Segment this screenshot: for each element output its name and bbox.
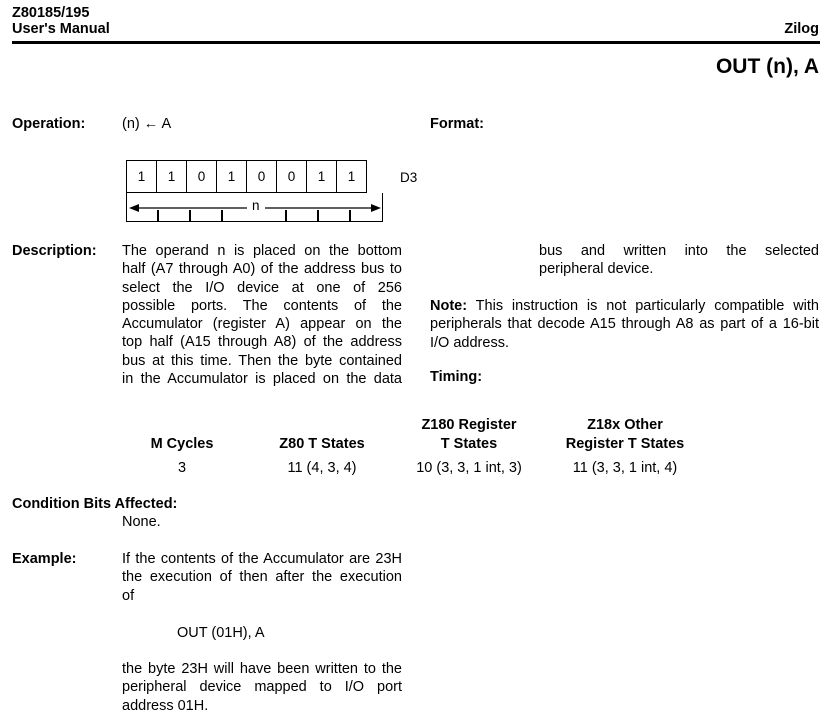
note-line: I/O address.: [430, 334, 509, 351]
example-text-2: [122, 660, 402, 715]
opcode-bit: 1: [337, 161, 367, 193]
description-line: The operand n is placed on the bottom: [122, 243, 402, 259]
description-line: half (A7 through A0) of the address bus to: [122, 261, 402, 278]
example-code: OUT (01H), A: [177, 625, 265, 641]
timing-header-line: [262, 416, 382, 435]
operand-label: n: [252, 198, 260, 213]
example-text-1: [122, 550, 402, 605]
timing-value-m-cycles: 3: [177, 460, 187, 476]
opcode-hex: D3: [400, 170, 418, 185]
timing-header-line: Z18x Other: [587, 417, 663, 433]
description-line: select the I/O device at one of 256: [122, 279, 402, 296]
operand-row: [126, 193, 383, 222]
example-label: Example:: [12, 551, 77, 567]
example-line: of: [122, 587, 135, 604]
opcode-bit: 1: [157, 161, 187, 193]
opcode-bit-table: [126, 160, 367, 193]
opcode-bit: 0: [187, 161, 217, 193]
timing-header-z80: [262, 416, 382, 454]
opcode-bit: 1: [217, 161, 247, 193]
description-right-column: [539, 242, 819, 279]
opcode-bit: 1: [307, 161, 337, 193]
operation-value: (n) ← A: [122, 116, 172, 132]
timing-header-line: [122, 416, 242, 435]
header-rule: [12, 41, 820, 44]
timing-value-z80: 11 (4, 3, 4): [287, 460, 357, 476]
example-line: the byte 23H will have been written to the: [122, 661, 402, 677]
timing-value-z18x: 11 (3, 3, 1 int, 4): [572, 460, 678, 476]
timing-label: Timing:: [430, 369, 483, 385]
example-line: address 01H.: [122, 697, 209, 714]
operation-label: Operation:: [12, 116, 86, 132]
opcode-bit: 0: [277, 161, 307, 193]
company-name: Zilog: [784, 21, 819, 37]
description-line: peripheral device.: [539, 261, 654, 278]
page-title: OUT (n), A: [715, 55, 819, 78]
opcode-bit: 1: [127, 161, 157, 193]
timing-header-m-cycles: [122, 416, 242, 454]
description-left-column: [122, 242, 402, 388]
opcode-bit: 0: [247, 161, 277, 193]
description-line: possible ports. The contents of the: [122, 297, 402, 314]
example-line: peripheral device mapped to I/O port: [122, 679, 402, 696]
condition-bits-value: None.: [122, 514, 161, 530]
description-line: bus at this time. Then the byte contained: [122, 352, 402, 369]
timing-header-line: Register T States: [565, 436, 685, 452]
example-line: If the contents of the Accumulator are 23H: [122, 551, 402, 567]
note-line: peripherals that decode A15 through A8 as part of a 16-bit: [430, 316, 819, 333]
doc-id: Z80185/195: [12, 5, 90, 21]
timing-header-line: Z80 T States: [279, 436, 365, 452]
timing-header-line: M Cycles: [150, 436, 214, 452]
description-line: bus and written into the selected: [539, 243, 819, 259]
description-line: Accumulator (register A) appear on the: [122, 316, 402, 333]
format-label: Format:: [430, 116, 484, 132]
timing-value-z180: 10 (3, 3, 1 int, 3): [416, 460, 522, 476]
manual-name: User's Manual: [12, 21, 110, 37]
note-block: [430, 297, 819, 352]
condition-bits-label: Condition Bits Affected:: [12, 496, 178, 512]
note-line: This instruction is not particularly compatible with: [475, 298, 819, 314]
description-label: Description:: [12, 243, 97, 259]
description-line: in the Accumulator is placed on the data: [122, 371, 402, 388]
timing-header-line: Z180 Register: [421, 417, 517, 433]
timing-header-line: T States: [440, 436, 498, 452]
timing-header-z180: [399, 416, 539, 454]
timing-header-z18x: [545, 416, 705, 454]
note-label: Note:: [430, 298, 468, 314]
example-line: the execution of then after the execution: [122, 569, 402, 586]
description-line: top half (A15 through A8) of the address: [122, 334, 402, 351]
